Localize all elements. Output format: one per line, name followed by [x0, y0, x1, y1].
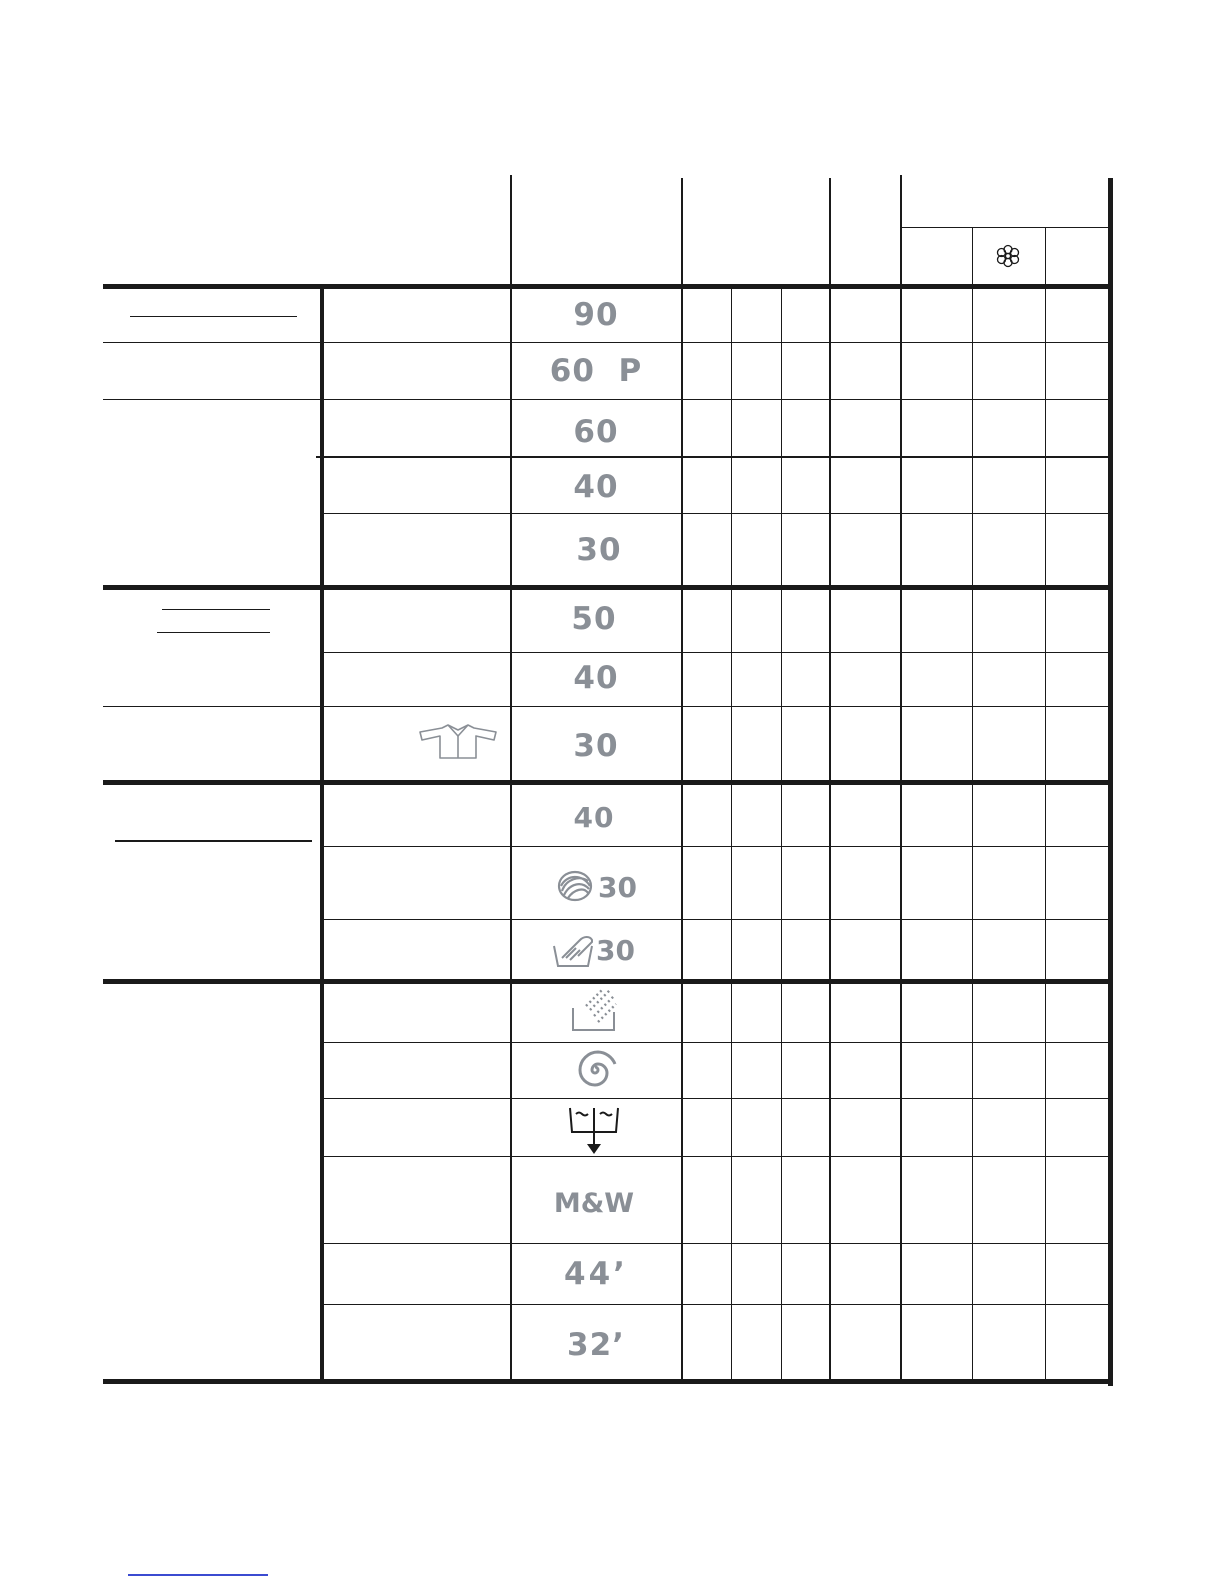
body-divider [781, 287, 782, 1382]
group-underline [157, 632, 270, 633]
group-rule [103, 342, 320, 343]
row-rule [322, 919, 1110, 920]
program-label: 30 [573, 728, 619, 764]
row-rule [322, 652, 1110, 653]
wool-icon [556, 869, 594, 903]
body-divider [829, 287, 831, 1382]
header-divider [1045, 228, 1046, 287]
section-rule [103, 979, 1113, 984]
program-label: 30 [598, 871, 637, 904]
spin-icon [573, 1048, 617, 1092]
program-label: 50 [571, 601, 617, 637]
program-label: 90 [573, 297, 619, 333]
row-rule [322, 706, 1110, 707]
rinse-icon [570, 988, 618, 1034]
row-rule [322, 342, 1110, 343]
section-rule [103, 1379, 1113, 1384]
program-label: 40 [573, 469, 619, 505]
program-label: 40 [573, 660, 619, 696]
shirt-icon [418, 722, 498, 762]
header-divider [681, 178, 683, 287]
row-rule [322, 513, 1110, 514]
row-rule [322, 846, 1110, 847]
header-subrule [900, 227, 1111, 228]
hand-wash-icon [552, 928, 596, 968]
body-divider [681, 287, 683, 1382]
group-underline [162, 609, 270, 610]
program-label: M&W [553, 1188, 635, 1219]
row-rule [322, 1098, 1110, 1099]
program-label: 60 [573, 414, 619, 450]
body-divider [1045, 287, 1046, 1382]
header-divider [972, 228, 973, 287]
body-divider [320, 287, 324, 1382]
program-label: 30 [576, 532, 622, 568]
flower-icon [995, 243, 1021, 269]
body-divider [510, 287, 512, 1382]
header-divider [829, 178, 831, 287]
body-divider [900, 287, 902, 1382]
section-rule [103, 585, 1113, 590]
row-rule [322, 1243, 1110, 1244]
row-rule [322, 1304, 1110, 1305]
row-rule [322, 1042, 1110, 1043]
program-label: 30 [596, 934, 635, 967]
body-divider [731, 287, 732, 1382]
footer-link-underline[interactable] [128, 1574, 268, 1576]
group-underline [130, 316, 297, 317]
body-divider [972, 287, 973, 1382]
section-rule [103, 284, 1113, 289]
row-rule [316, 456, 1110, 458]
program-label: 40 [573, 801, 615, 834]
section-rule [103, 780, 1113, 785]
row-rule [322, 1156, 1110, 1157]
drain-icon [568, 1104, 620, 1156]
group-rule [103, 706, 320, 707]
program-label: 60 P [549, 353, 643, 389]
header-divider [900, 175, 902, 287]
row-rule [322, 399, 1110, 400]
group-rule [103, 399, 320, 400]
header-divider [510, 175, 512, 287]
group-underline [115, 840, 312, 842]
program-label: 44’ [564, 1256, 628, 1292]
program-label: 32’ [567, 1327, 625, 1363]
